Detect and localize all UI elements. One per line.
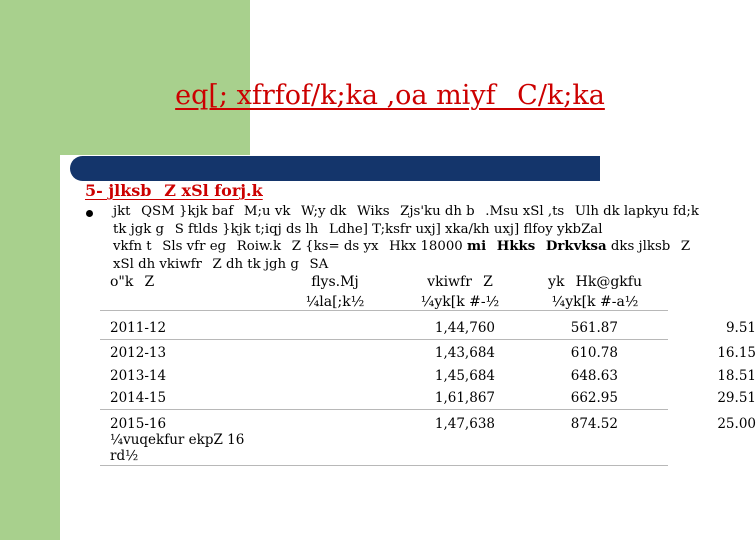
table-rule — [100, 310, 668, 311]
cell-profit: 29.51 — [717, 390, 756, 406]
cell-profit: 18.51 — [717, 368, 756, 384]
cell-supply: 648.63 — [570, 368, 618, 384]
cell-supply: 874.52 — [570, 416, 618, 432]
table-header-cylinders-line2: ¼la[;k½ — [305, 294, 365, 310]
cell-profit: 9.51 — [725, 320, 756, 336]
bullet-line-3 — [113, 238, 693, 256]
table-rule — [100, 409, 668, 410]
bullet-line-3-tail: dks jlksbZ — [606, 239, 691, 254]
bullet-line-3-text: vkfn tSls vfr egRoiw.kZ {ks= ds yxHkx 18000 — [113, 239, 467, 254]
bullet-line-3-bold: miHkksDrkvksa — [467, 239, 607, 254]
cell-year: 2011-12 — [110, 320, 167, 336]
bullet-icon — [86, 210, 93, 217]
cell-year: 2014-15 — [110, 390, 167, 406]
table-header-cylinders — [270, 272, 400, 312]
cell-profit: 16.15 — [717, 345, 756, 361]
cell-cylinders: 1,47,638 — [434, 416, 495, 432]
bullet-line-1: jktQSM }kjk bafM;u vkW;y dkWiksZjs'ku dh b.Msu xSl ,tsUlh dk lapkyu fd;k — [113, 204, 699, 219]
bullet-line-2: tk jgk gS ftlds }kjk t;iqj ds lhLdhe] T;ksfr uxj] xka/kh uxj] flfoy ykbZal — [113, 221, 603, 237]
section-heading: 5- jlksbZ xSl forj.k — [85, 181, 263, 200]
table-header-year: o"kZ — [110, 274, 155, 290]
table-header-profit-line1: ykHk@gkfu — [548, 274, 642, 290]
title-divider-bar — [70, 156, 600, 181]
decorative-green-strip — [0, 155, 60, 540]
cell-year: 2013-14 — [110, 368, 167, 384]
bullet-paragraph — [113, 203, 699, 273]
cell-supply: 561.87 — [570, 320, 618, 336]
table-header-supply-line2: ¼yk[k #-½ — [420, 294, 500, 310]
table-header-supply-line1: vkiwfrZ — [427, 274, 493, 290]
bullet-line-4: xSl dh vkiwfrZ dh tk jgh gSA — [113, 256, 329, 272]
table-header-cylinders-line1: flys.Mj — [311, 274, 359, 290]
cell-profit: 25.00 — [717, 416, 756, 432]
cell-year-note: rd½ — [110, 448, 139, 464]
cell-cylinders: 1,61,867 — [434, 390, 495, 406]
table-rule — [100, 339, 668, 340]
cell-supply: 662.95 — [570, 390, 618, 406]
cell-year-block — [110, 416, 244, 464]
table-header-supply — [395, 272, 525, 312]
cell-cylinders: 1,43,684 — [434, 345, 495, 361]
cell-supply: 610.78 — [570, 345, 618, 361]
table-header-profit — [525, 272, 665, 312]
cell-cylinders: 1,45,684 — [434, 368, 495, 384]
table-header-profit-line2: ¼yk[k #-a½ — [551, 294, 639, 310]
cell-year: 2012-13 — [110, 345, 167, 361]
cell-year-note: ¼vuqekfur ekpZ 16 — [110, 432, 245, 448]
table-rule — [100, 465, 668, 466]
cell-cylinders: 1,44,760 — [434, 320, 495, 336]
cell-year: 2015-16 — [110, 416, 167, 432]
slide-title: eq[; xfrfof/k;ka ,oa miyfC/k;ka — [175, 80, 605, 111]
